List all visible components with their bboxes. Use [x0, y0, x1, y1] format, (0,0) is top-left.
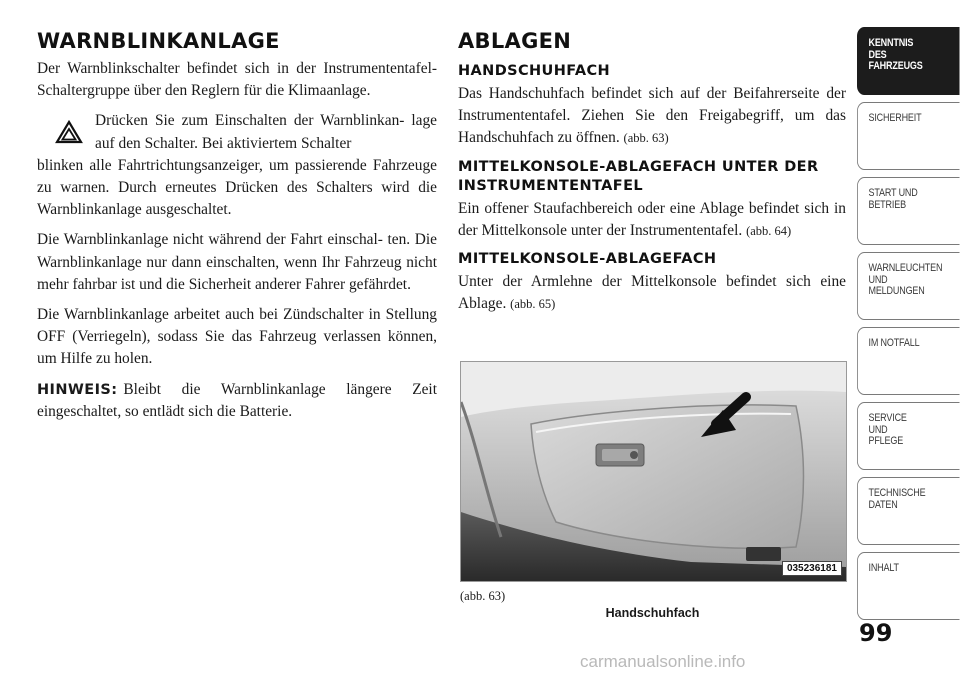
glovebox-photo	[460, 361, 847, 582]
page-number: 99	[859, 619, 893, 647]
paragraph	[458, 83, 846, 150]
tab-inhalt[interactable]: INHALT	[857, 552, 960, 620]
subsection-title-mittelkonsole: MITTELKONSOLE-ABLAGEFACH	[458, 251, 717, 268]
figure-reference: (abb. 64)	[746, 223, 792, 238]
right-column	[458, 28, 846, 323]
paragraph: Die Warnblinkanlage arbeitet auch bei Zündschalter in Stellung OFF (Verriegeln), sodass Sie das Fahrzeug verlassen können, um Hilfe zu holen.	[37, 306, 437, 368]
paragraph: blinken alle Fahrtrichtungsanzeiger, um passierende Fahrzeuge zu warnen. Durch erneutes Drücken des Schalters wird die Warnblinkanlage ausgeschaltet.	[37, 156, 437, 219]
watermark-text: carmanualsonline.info	[580, 652, 746, 671]
paragraph: Die Warnblinkanlage nicht während der Fahrt einschal- ten. Die Warnblinkanlage nur dann einschalten, wenn Ihr Fahrzeug nicht mehr fahrbar ist und die Sicherheit anderer Fahrer gefährdet.	[37, 231, 437, 293]
tab-service-und-pflege[interactable]: SERVICE UND PFLEGE	[857, 402, 960, 470]
note-text: Bleibt die Warnblinkanlage längere Zeit eingeschaltet, so entlädt sich die Batterie.	[37, 380, 437, 420]
figure-reference: (abb. 63)	[623, 131, 669, 146]
section-title-warnblinkanlage: WARNBLINKANLAGE	[37, 29, 280, 53]
paragraph-text: Ein offener Staufachbereich oder eine Ablage befindet sich in der Mittelkonsole unter der Instrumententafel.	[458, 199, 846, 239]
subsection-title-mittelkonsole-unter: MITTELKONSOLE-ABLAGEFACH UNTER DER INSTRUMENTENTAFEL	[458, 158, 819, 194]
left-column	[37, 28, 437, 431]
tab-im-notfall[interactable]: IM NOTFALL	[857, 327, 960, 395]
chapter-tabs	[857, 27, 960, 627]
paragraph-text: Unter der Armlehne der Mittelkonsole befindet sich eine Ablage.	[458, 273, 846, 313]
figure-reference: (abb. 65)	[510, 297, 556, 312]
paragraph: Der Warnblinkschalter befindet sich in der Instrumententafel-Schaltergruppe über den Reglern für die Klimaanlage.	[37, 60, 437, 100]
paragraph	[458, 271, 846, 315]
tab-start-und-betrieb[interactable]: START UND BETRIEB	[857, 177, 960, 245]
subsection-title-handschuhfach: HANDSCHUHFACH	[458, 63, 611, 79]
note-paragraph	[37, 379, 437, 423]
section-title-ablagen: ABLAGEN	[458, 29, 572, 53]
tab-technische-daten[interactable]: TECHNISCHE DATEN	[857, 477, 960, 545]
hazard-warning-icon	[55, 120, 83, 144]
figure-code: 035236181	[782, 561, 842, 576]
hazard-paragraph	[37, 110, 437, 154]
paragraph-text: Das Handschuhfach befindet sich auf der Beifahrerseite der Instrumententafel. Ziehen Sie den Freigabegriff, um das Handschuhfach zu öffnen.	[458, 85, 846, 147]
tab-kenntnis-des-fahrzeugs[interactable]: KENNTNIS DES FAHRZEUGS	[857, 27, 960, 95]
figure-number: (abb. 63)	[460, 589, 506, 603]
glovebox-illustration	[461, 362, 846, 581]
paragraph: Drücken Sie zum Einschalten der Warnblinkan- lage auf den Schalter. Bei aktiviertem Schalter	[95, 112, 437, 152]
tab-warnleuchten[interactable]: WARNLEUCHTEN UND MELDUNGEN	[857, 252, 960, 320]
paragraph	[458, 198, 846, 242]
note-label: HINWEIS:	[37, 381, 118, 398]
tab-sicherheit[interactable]: SICHERHEIT	[857, 102, 960, 170]
figure-caption: Handschuhfach	[605, 606, 700, 620]
